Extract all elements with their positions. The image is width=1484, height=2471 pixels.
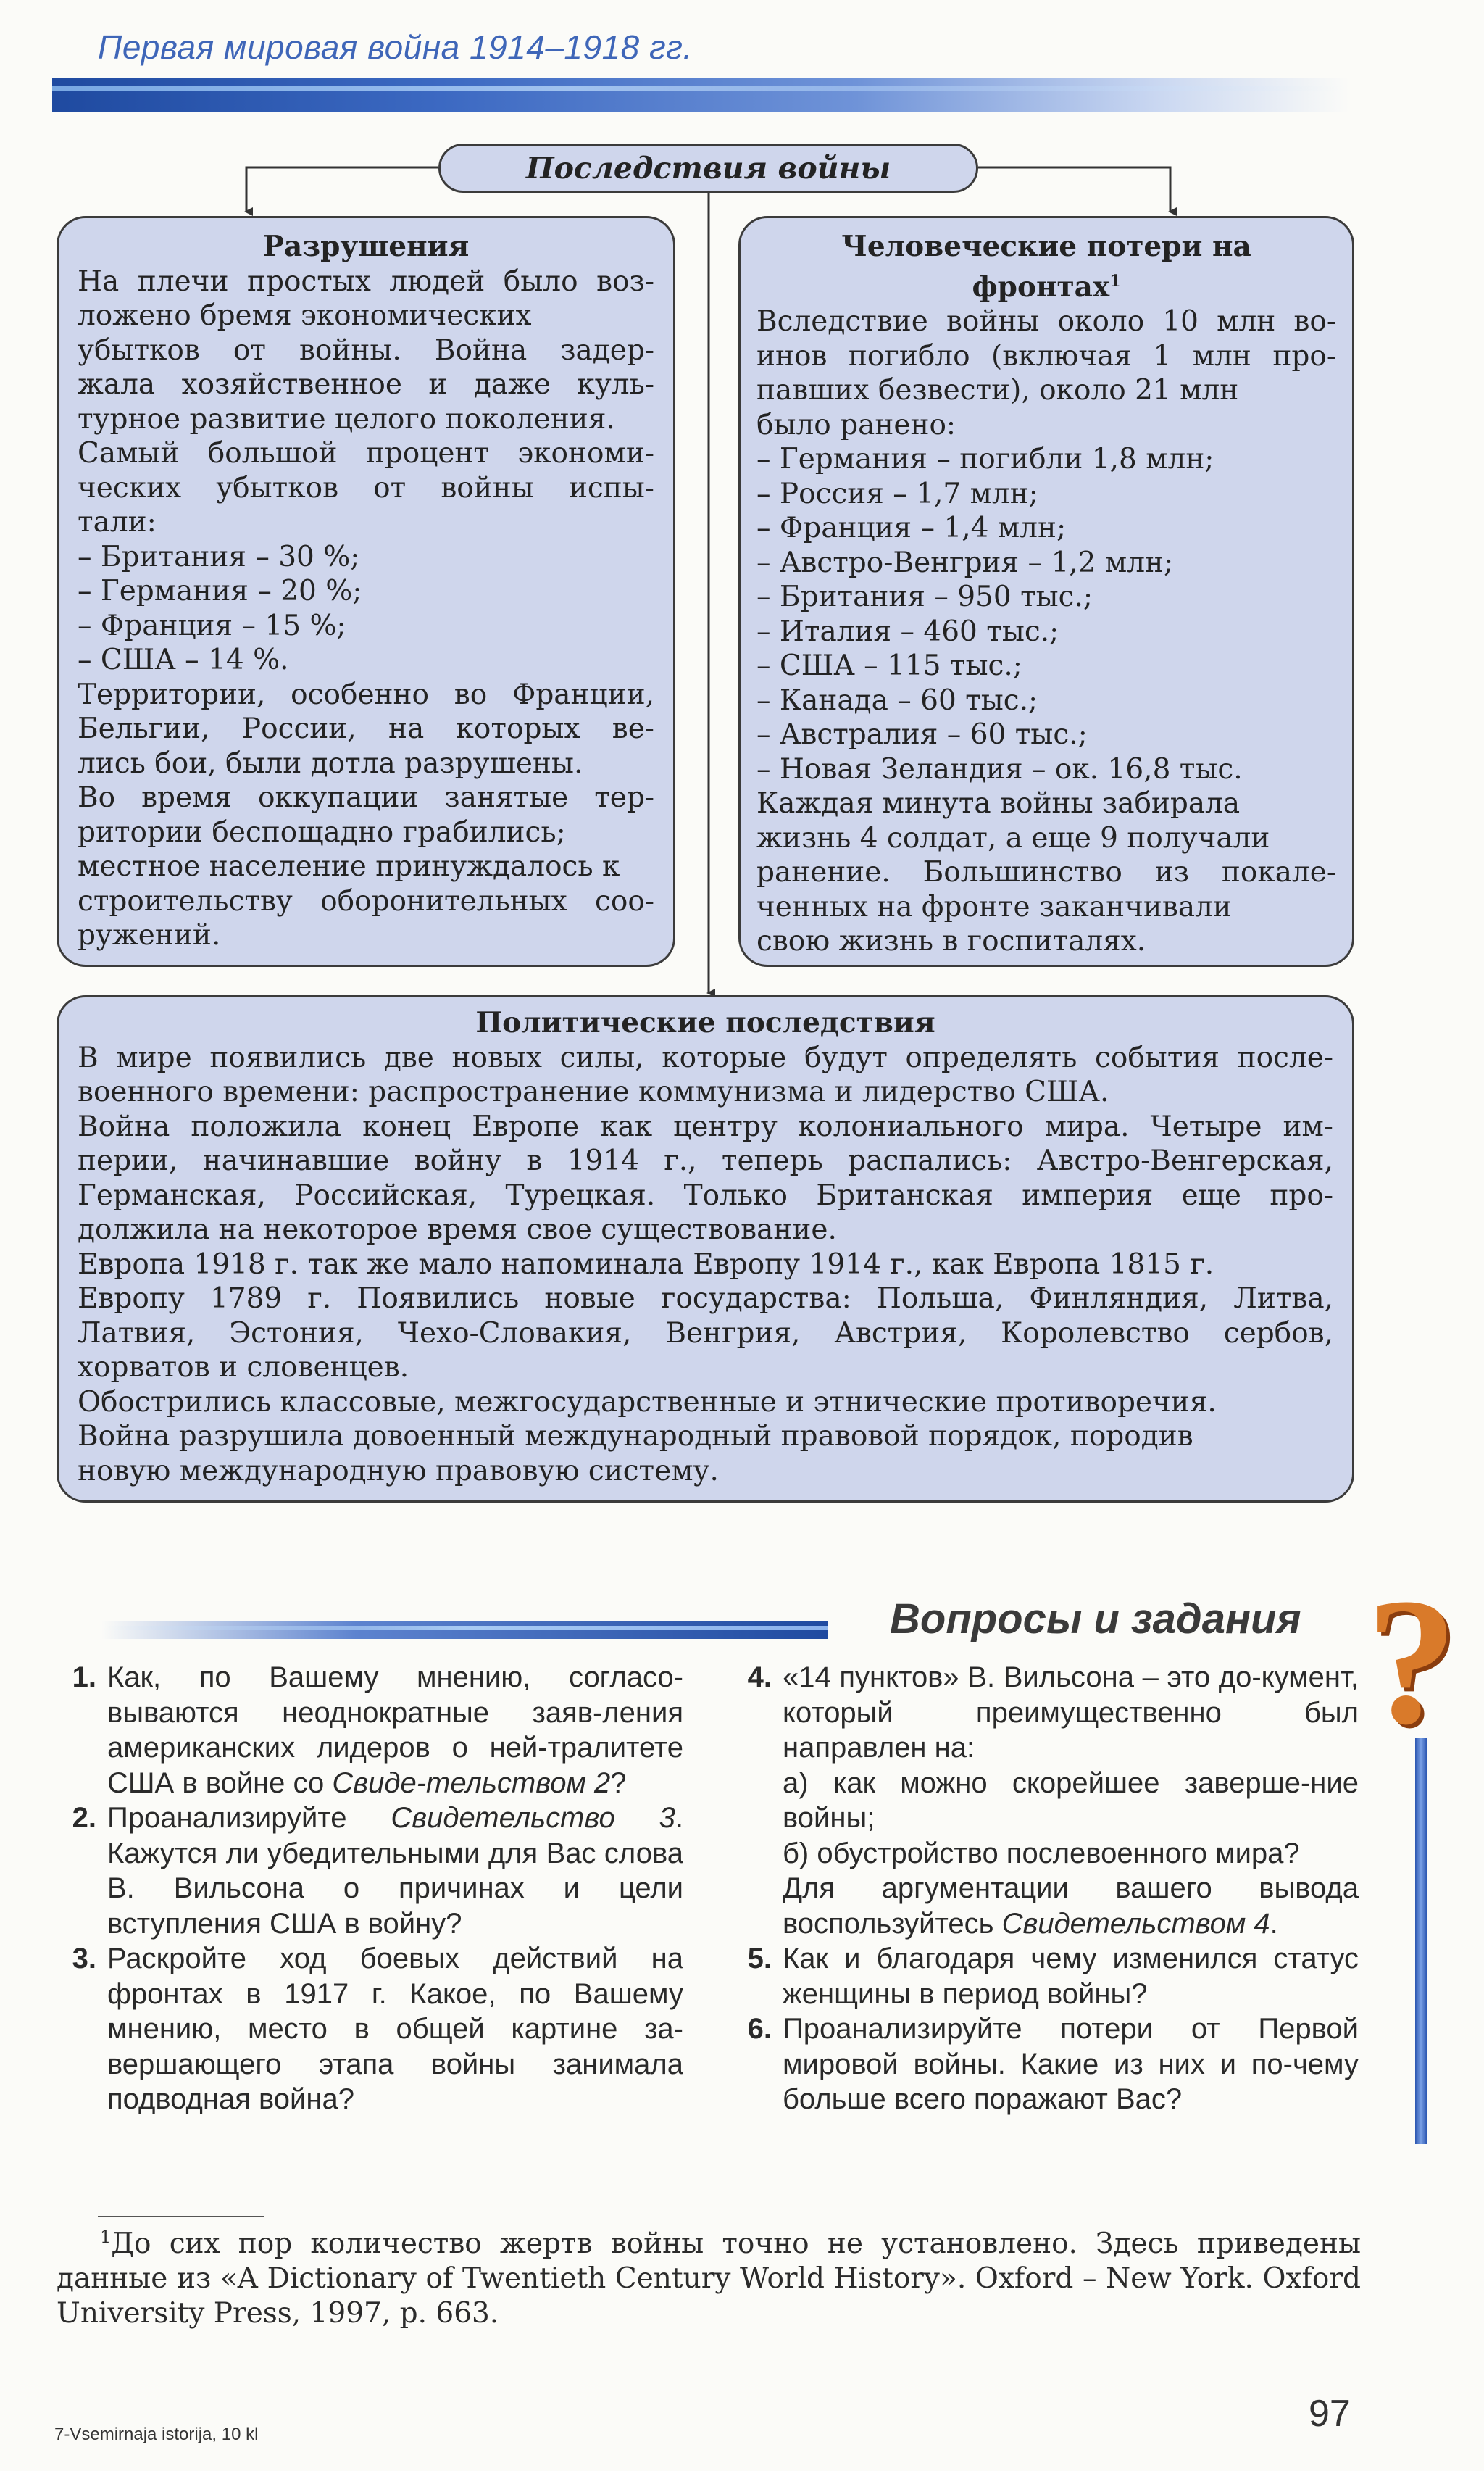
question-item xyxy=(732,1660,1359,1941)
text-line: – Австралия – 60 тыс.; xyxy=(756,718,1088,751)
text-line: Европу 1789 г. Появились новые государства: Польша, Финляндия, Литва, xyxy=(78,1282,1333,1315)
text-line: было ранено: xyxy=(756,408,956,441)
destruction-text xyxy=(78,265,654,953)
questions-col-left xyxy=(57,1660,683,2117)
question-number: 5. xyxy=(747,1943,772,1974)
question-number: 1. xyxy=(72,1661,96,1693)
question-text: Как и благодаря чему изменился статус женщины в период войны? xyxy=(783,1943,1359,2010)
text-line: – Италия – 460 тыс.; xyxy=(756,615,1059,648)
destruction-box xyxy=(57,216,675,967)
question-mark-pole xyxy=(1415,1738,1427,2144)
book-label: 7-Vsemirnaja istorija, 10 kl xyxy=(54,2425,259,2444)
question-text: Как, по Вашему мнению, согласо-вываются неоднократные заяв-ления американских лидеров о ней-тралитете США в войне со Свиде-тельством 2? xyxy=(107,1661,683,1799)
question-item xyxy=(57,1801,683,1941)
text-line: ложено бремя экономических xyxy=(78,299,532,332)
text-line: Война разрушила довоенный международный правовой порядок, породив xyxy=(78,1420,1193,1453)
text-line: жала хозяйственное и даже куль- xyxy=(78,368,654,401)
questions-header-highlight xyxy=(101,1626,828,1630)
text-line: ранение. Большинство из покале- xyxy=(756,856,1336,889)
text-line: – Австро-Венгрия – 1,2 млн; xyxy=(756,546,1174,579)
text-line: убытков от войны. Война задер- xyxy=(78,333,654,367)
text-line: – Канада – 60 тыс.; xyxy=(756,684,1038,717)
question-note: Для аргументации вашего вывода воспользуйтесь Свидетельством 4. xyxy=(783,1872,1359,1940)
running-header: Первая мировая война 1914–1918 гг. xyxy=(98,28,693,66)
text-line: тали: xyxy=(78,506,157,539)
text-line: Самый большой процент экономи- xyxy=(78,437,654,470)
text-line: ружений. xyxy=(78,919,221,952)
question-text: Проанализируйте потери от Первой мировой войны. Какие из них и по-чему больше всего поражают Вас? xyxy=(783,2013,1359,2115)
political-box xyxy=(57,995,1354,1503)
political-title: Политические последствия xyxy=(475,1006,935,1039)
text-line: – Британия – 950 тыс.; xyxy=(756,581,1093,613)
human-losses-box xyxy=(738,216,1354,967)
text-line: новую международную правовую систему. xyxy=(78,1454,719,1487)
page-number: 97 xyxy=(1309,2393,1351,2435)
text-line: Территории, особенно во Франции, xyxy=(78,678,654,711)
question-item xyxy=(57,1941,683,2117)
consequences-label: Последствия войны xyxy=(438,144,978,193)
text-line: Обострились классовые, межгосударственные и этнические противоречия. xyxy=(78,1385,1217,1419)
text-line: – Германия – 20 %; xyxy=(78,575,362,607)
text-line: – Британия – 30 %; xyxy=(78,540,360,573)
question-item xyxy=(732,2011,1359,2117)
question-item xyxy=(57,1660,683,1801)
text-line: Латвия, Эстония, Чехо-Словакия, Венгрия, Австрия, Королевство сербов, xyxy=(78,1316,1333,1350)
text-line: жизнь 4 солдат, а еще 9 получали xyxy=(756,821,1270,855)
footnote: $^1$До сих пор количество жертв войны точно не установлено. Здесь приведены данные из «A Dictionary of Twentieth Century World History». Oxford – New York. Oxford University Press, 1997, p. 663. xyxy=(57,2227,1361,2330)
text-line: Во время оккупации занятые тер- xyxy=(78,781,654,814)
text-line: ческих убытков от войны испы- xyxy=(78,471,654,504)
text-line: На плечи простых людей было воз- xyxy=(78,265,654,298)
text-line: Вследствие войны около 10 млн во- xyxy=(756,305,1336,338)
text-line: инов погибло (включая 1 млн про- xyxy=(756,339,1336,373)
footnote-rule xyxy=(98,2216,264,2217)
question-mark-icon: ? xyxy=(1367,1561,1457,1762)
questions-col-right xyxy=(732,1660,1359,2117)
text-line: Каждая минута войны забирала xyxy=(756,787,1241,820)
questions-header-band xyxy=(101,1621,828,1639)
questions-title: Вопросы и задания xyxy=(890,1595,1301,1643)
destruction-title: Разрушения xyxy=(262,230,470,263)
question-text: Проанализируйте Свидетельство 3. Кажутся ли убедительными для Вас слова В. Вильсона о причинах и цели вступления США в войну? xyxy=(107,1802,683,1940)
text-line: турное развитие целого поколения. xyxy=(78,402,615,436)
question-option: б) обустройство послевоенного мира? xyxy=(783,1837,1300,1869)
text-line: Бельгии, России, на которых ве- xyxy=(78,713,654,745)
text-line: лись бои, были дотла разрушены. xyxy=(78,747,583,780)
human-losses-text xyxy=(756,304,1336,959)
text-line: – Новая Зеландия – ок. 16,8 тыс. xyxy=(756,752,1243,786)
question-number: 3. xyxy=(72,1943,96,1974)
question-item xyxy=(732,1941,1359,2011)
text-line: В мире появились две новых силы, которые будут определять события после- xyxy=(78,1041,1333,1074)
question-option: а) как можно скорейшее заверше-ние войны; xyxy=(783,1766,1359,1834)
question-text: Раскройте ход боевых действий на фронтах в 1917 г. Какое, по Вашему мнению, место в общей картине за-вершающего этапа войны занимала подводная война? xyxy=(107,1943,683,2115)
human-losses-title: Человеческие потери на фронтах$^1$ xyxy=(841,230,1251,304)
text-line: должила на некоторое время свое существование. xyxy=(78,1213,837,1246)
text-line: хорватов и словенцев. xyxy=(78,1351,409,1384)
question-number: 2. xyxy=(72,1802,96,1834)
text-line: павших безвести), около 21 млн xyxy=(756,374,1239,407)
question-number: 6. xyxy=(747,2013,772,2045)
text-line: ченных на фронте заканчивали xyxy=(756,890,1232,923)
question-number: 4. xyxy=(747,1661,772,1693)
political-text xyxy=(78,1041,1333,1489)
text-line: строительству оборонительных соо- xyxy=(78,884,654,918)
text-line: – Германия – погибли 1,8 млн; xyxy=(756,443,1214,475)
text-line: Война положила конец Европе как центру колониального мира. Четыре им- xyxy=(78,1110,1333,1143)
text-line: Европа 1918 г. так же мало напоминала Европу 1914 г., как Европа 1815 г. xyxy=(78,1247,1214,1281)
text-line: местное население принуждалось к xyxy=(78,850,620,883)
text-line: перии, начинавшие войну в 1914 г., теперь распались: Австро-Венгерская, xyxy=(78,1145,1333,1177)
text-line: свою жизнь в госпиталях. xyxy=(756,925,1146,958)
question-text: «14 пунктов» В. Вильсона – это до-кумент, который преимущественно был направлен на: xyxy=(783,1661,1359,1764)
text-line: – США – 115 тыс.; xyxy=(756,649,1022,682)
text-line: – Франция – 15 %; xyxy=(78,609,346,642)
text-line: Германская, Российская, Турецкая. Только Британская империя еще про- xyxy=(78,1179,1333,1212)
text-line: военного времени: распространение коммунизма и лидерство США. xyxy=(78,1076,1109,1108)
text-line: – США – 14 %. xyxy=(78,644,289,676)
text-line: ритории беспощадно грабились; xyxy=(78,815,566,849)
text-line: – Франция – 1,4 млн; xyxy=(756,512,1067,544)
text-line: – Россия – 1,7 млн; xyxy=(756,477,1038,510)
